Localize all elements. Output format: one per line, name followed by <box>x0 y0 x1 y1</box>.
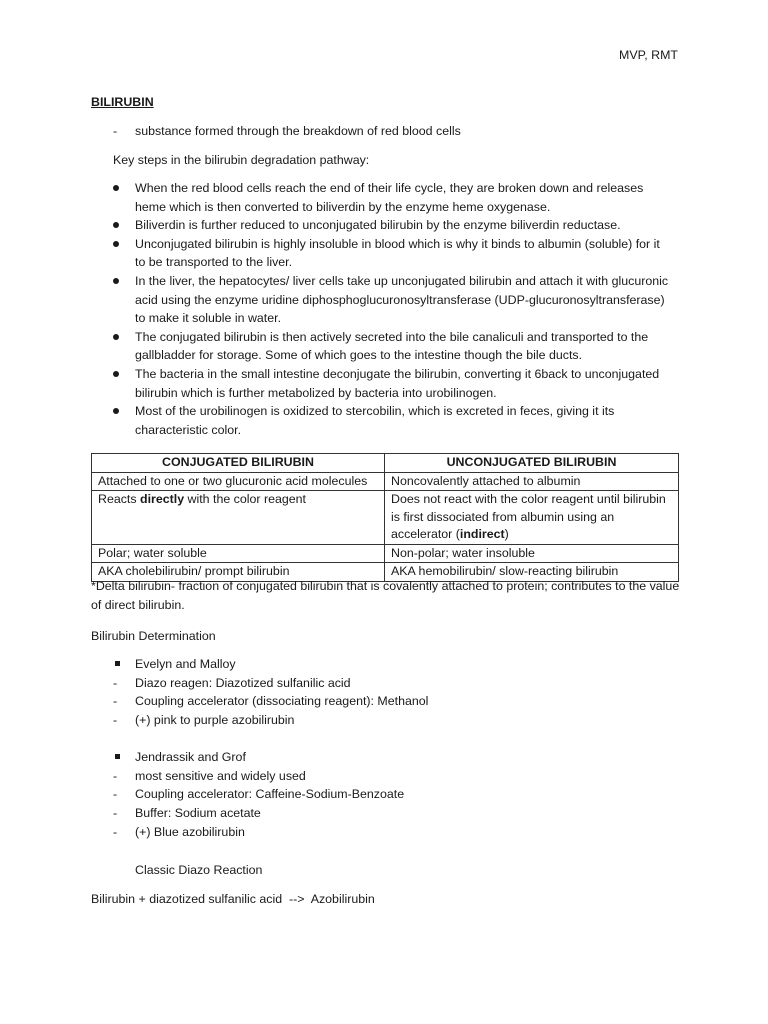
intro-dash-item: - substance formed through the breakdown of red blood cells <box>113 124 461 138</box>
list-item: The bacteria in the small intestine deconjugate the bilirubin, converting it 6back to unconjugated bilirubin which is further metabolized by bacteria into urobilinogen. <box>113 365 673 402</box>
table-cell: Noncovalently attached to albumin <box>385 472 679 491</box>
list-item: - most sensitive and widely used <box>113 768 306 783</box>
list-item: - Diazo reagen: Diazotized sulfanilic acid <box>113 675 351 690</box>
classic-diazo-label: Classic Diazo Reaction <box>135 863 263 877</box>
list-item: Unconjugated bilirubin is highly insoluble in blood which is why it binds to albumin (soluble) for it to be transported to the liver. <box>113 235 673 272</box>
key-steps-label: Key steps in the bilirubin degradation pathway: <box>113 153 370 167</box>
bullet-icon <box>113 185 119 191</box>
delta-bilirubin-note: *Delta bilirubin- fraction of conjugated bilirubin that is covalently attached to protein; contributes to the value of direct bilirubin. <box>91 579 680 612</box>
table-row <box>92 544 679 563</box>
method-jendrassik-grof <box>113 748 404 841</box>
section-title: BILIRUBIN <box>91 95 154 109</box>
list-item: - (+) pink to purple azobilirubin <box>113 713 295 728</box>
steps-list <box>113 179 673 439</box>
list-item: Biliverdin is further reduced to unconjugated bilirubin by the enzyme biliverdin reductase. <box>113 216 673 235</box>
bullet-icon <box>113 278 119 284</box>
list-item: - Buffer: Sodium acetate <box>113 806 261 821</box>
list-item: In the liver, the hepatocytes/ liver cells take up unconjugated bilirubin and attach it with glucuronic acid using the enzyme uridine diphosphoglucuronosyltransferase (UDP-glucuronosyltransferase) to make it soluble in water. <box>113 272 673 328</box>
list-item: Jendrassik and Grof <box>113 748 404 767</box>
list-item: - (+) Blue azobilirubin <box>113 824 245 839</box>
method-evelyn-malloy <box>113 655 428 730</box>
table-header-unconjugated: UNCONJUGATED BILIRUBIN <box>385 454 679 473</box>
table-row <box>92 472 679 491</box>
diazo-equation: Bilirubin + diazotized sulfanilic acid --> Azobilirubin <box>91 892 375 906</box>
bullet-icon <box>113 408 119 414</box>
list-item: When the red blood cells reach the end of their life cycle, they are broken down and releases heme which is then converted to biliverdin by the enzyme heme oxygenase. <box>113 179 673 216</box>
table-header-conjugated: CONJUGATED BILIRUBIN <box>92 454 385 473</box>
table-cell: Non-polar; water insoluble <box>385 544 679 563</box>
determination-label: Bilirubin Determination <box>91 629 216 643</box>
table-cell: Does not react with the color reagent until bilirubin is first dissociated from albumin using an accelerator (indirect) <box>385 491 679 545</box>
intro-dash-text: substance formed through the breakdown of red blood cells <box>135 124 461 138</box>
table-cell: Reacts directly with the color reagent <box>92 491 385 545</box>
bilirubin-comparison-table <box>91 453 679 582</box>
bullet-icon <box>113 334 119 340</box>
table-header-row <box>92 454 679 473</box>
bullet-icon <box>113 371 119 377</box>
table-row <box>92 491 679 545</box>
list-item: - Coupling accelerator: Caffeine-Sodium-Benzoate <box>113 787 405 802</box>
square-bullet-icon <box>115 754 120 759</box>
list-item: Evelyn and Malloy <box>113 655 428 674</box>
author-header: MVP, RMT <box>619 48 678 62</box>
bullet-icon <box>113 241 119 247</box>
list-item: - Coupling accelerator (dissociating reagent): Methanol <box>113 694 429 709</box>
square-bullet-icon <box>115 661 120 666</box>
bullet-icon <box>113 222 119 228</box>
table-cell: Attached to one or two glucuronic acid molecules <box>92 472 385 491</box>
list-item: Most of the urobilinogen is oxidized to stercobilin, which is excreted in feces, giving it its characteristic color. <box>113 402 673 439</box>
table-cell: AKA hemobilirubin/ slow-reacting bilirubin <box>385 563 679 582</box>
table-cell: Polar; water soluble <box>92 544 385 563</box>
list-item: The conjugated bilirubin is then actively secreted into the bile canaliculi and transported to the gallbladder for storage. Some of which goes to the intestine though the bile ducts. <box>113 328 673 365</box>
table-cell: AKA cholebilirubin/ prompt bilirubin <box>92 563 385 582</box>
